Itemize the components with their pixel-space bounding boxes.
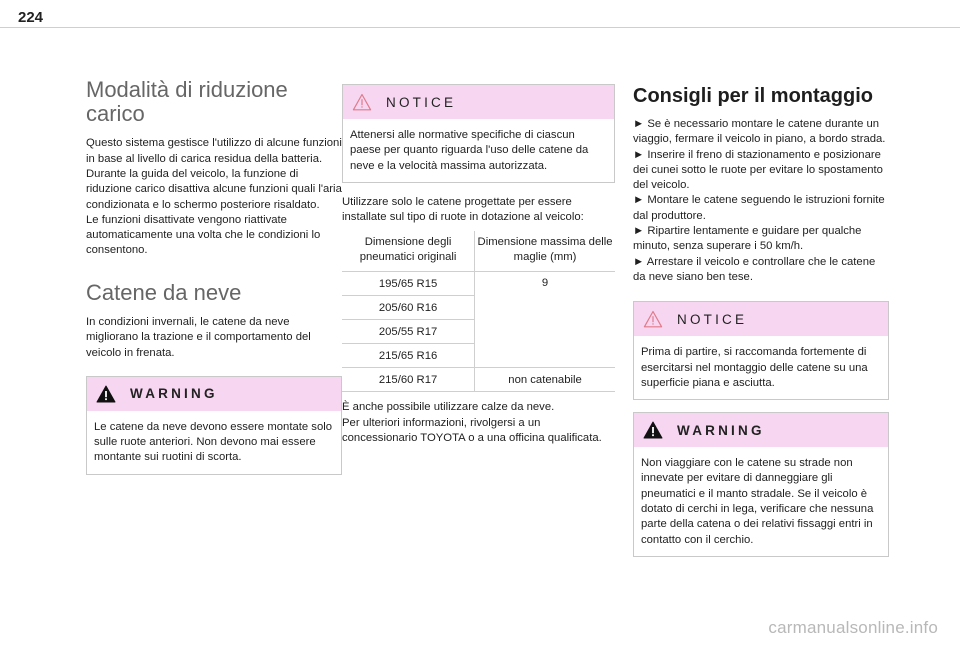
warning-title: WARNING <box>677 422 765 438</box>
table-cell-tire: 215/60 R17 <box>342 368 475 392</box>
heading-snow-chains: Catene da neve <box>86 279 242 305</box>
notice-text: Attenersi alle normative specifiche di ciascun paese per quanto riguarda l'uso delle catene da neve e la velocità massima autorizzata. <box>350 129 589 172</box>
table-cell-link-size: 9 <box>475 272 615 368</box>
notice-triangle-icon <box>643 310 663 328</box>
header-rule <box>0 27 960 28</box>
notice-header <box>343 85 614 119</box>
warning-box <box>633 412 889 557</box>
notice-triangle-icon <box>352 93 372 111</box>
snow-socks-para: È anche possibile utilizzare calze da neve. <box>342 401 555 414</box>
table-cell-tire: 205/55 R17 <box>342 320 475 344</box>
mounting-step: ► Montare le catene seguendo le istruzioni fornite dal produttore. <box>633 194 885 222</box>
notice-header <box>634 302 888 336</box>
warning-text: Non viaggiare con le catene su strade non innevate per evitare di danneggiare gli pneumatici e il manto stradale. Se il veicolo è dotato di cerchi in lega, verificare che nessuna parte della catena o dei relativi fissaggi entri in contatto con il cerchio. <box>641 457 874 546</box>
dealer-para: Per ulteriori informazioni, rivolgersi a un concessionario TOYOTA o a una officina qualificata. <box>342 416 602 445</box>
notice-title: NOTICE <box>386 94 457 110</box>
table-header-link: Dimensione massima delle maglie (mm) <box>475 231 615 272</box>
table-row <box>342 368 615 392</box>
chains-intro: Utilizzare solo le catene progettate per essere installate sul tipo di ruote in dotazione al veicolo: <box>342 195 584 224</box>
mounting-step: ► Inserire il freno di stazionamento e posizionare dei cunei sotto le ruote per evitare lo spostamento del veicolo. <box>633 148 883 192</box>
load-reduction-para-3: Le funzioni disattivate vengono riattivate automaticamente una volta che le condizioni lo consentono. <box>86 213 321 257</box>
warning-title: WARNING <box>130 386 218 402</box>
chain-size-table <box>342 231 615 392</box>
table-cell-tire: 205/60 R16 <box>342 296 475 320</box>
heading-mounting-tips: Consigli per il montaggio <box>633 85 873 107</box>
notice-title: NOTICE <box>677 311 748 327</box>
warning-text: Le catene da neve devono essere montate solo sulle ruote anteriori. Non devono mai essere montante sui ruotini di scorta. <box>94 420 333 464</box>
table-row <box>342 272 615 296</box>
watermark: carmanualsonline.info <box>768 618 938 637</box>
warning-box <box>86 376 342 475</box>
table-cell-link-size: non catenabile <box>475 368 615 392</box>
notice-text: Prima di partire, si raccomanda fortemente di esercitarsi nel montaggio delle catene su una superficie piana e asciutta. <box>641 346 868 389</box>
table-cell-tire: 195/65 R15 <box>342 272 475 296</box>
notice-box <box>633 301 889 400</box>
table-header-row <box>342 231 615 272</box>
snow-chains-para: In condizioni invernali, le catene da neve migliorano la trazione e il comportamento del veicolo in frenata. <box>86 315 311 359</box>
warning-triangle-icon <box>643 421 663 439</box>
table-header-tire: Dimensione degli pneumatici originali <box>342 231 475 272</box>
warning-header <box>87 377 341 411</box>
page-number: 224 <box>18 9 44 26</box>
mounting-step: ► Se è necessario montare le catene durante un viaggio, fermare il veicolo in piano, a bordo strada. <box>633 118 886 146</box>
heading-load-reduction: Modalità di riduzione carico <box>86 77 288 127</box>
load-reduction-para-1: Questo sistema gestisce l'utilizzo di alcune funzioni in base al livello di carica residua della batteria. <box>86 137 342 165</box>
notice-box <box>342 84 615 183</box>
warning-header <box>634 413 888 447</box>
mounting-step: ► Ripartire lentamente e guidare per qualche minuto, senza superare i 50 km/h. <box>633 225 862 253</box>
load-reduction-para-2: Durante la guida del veicolo, la funzione di riduzione carico disattiva alcune funzioni quali l'aria condizionata e lo schermo posteriore risaldato. <box>86 167 342 211</box>
column-left <box>86 78 342 475</box>
column-right <box>633 78 889 557</box>
column-middle <box>342 84 615 446</box>
mounting-step: ► Arrestare il veicolo e controllare che le catene da neve siano ben tese. <box>633 255 876 283</box>
warning-triangle-icon <box>96 385 116 403</box>
table-cell-tire: 215/65 R16 <box>342 344 475 368</box>
